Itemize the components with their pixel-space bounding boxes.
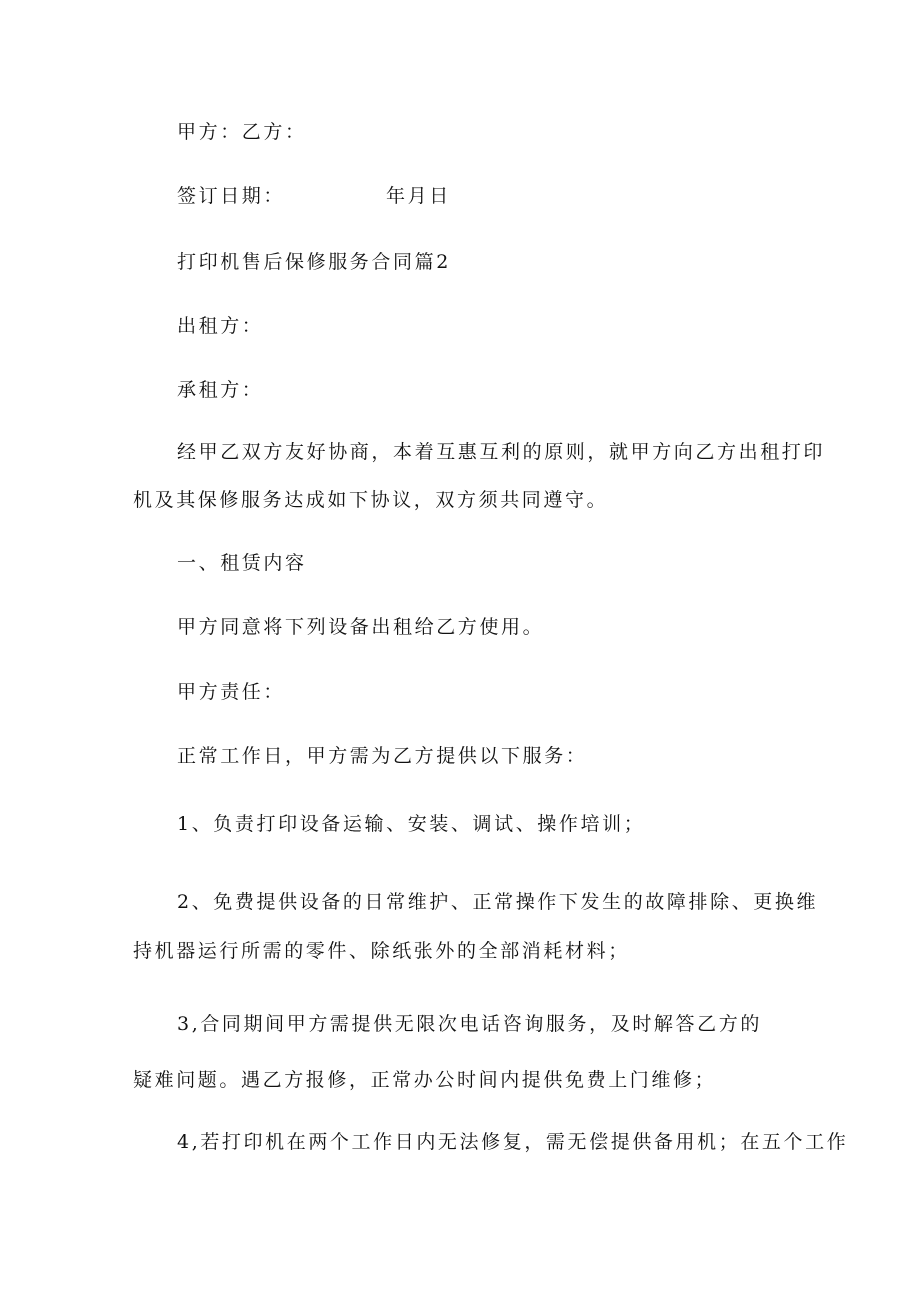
section-title: 打印机售后保修服务合同篇2 xyxy=(177,251,451,273)
signing-date-line xyxy=(177,184,451,208)
clause-2-line-1: 2、免费提供设备的日常维护、正常操作下发生的故障排除、更换维 xyxy=(177,891,819,913)
signing-date-label: 签订日期： xyxy=(177,185,286,207)
preamble-line-1: 经甲乙双方友好协商，本着互惠互利的原则，就甲方向乙方出租打印 xyxy=(177,441,826,463)
clause-3-line-1: 3,合同期间甲方需提供无限次电话咨询服务，及时解答乙方的 xyxy=(177,1013,762,1035)
party-a-duties-heading: 甲方责任： xyxy=(177,681,286,703)
workday-services-line: 正常工作日，甲方需为乙方提供以下服务： xyxy=(177,745,588,767)
clause-4-line-1: 4,若打印机在两个工作日内无法修复，需无偿提供备用机；在五个工作 xyxy=(177,1131,849,1153)
clause-1: 1、负责打印设备运输、安装、调试、操作培训； xyxy=(177,813,646,835)
clause-2-line-2: 持机器运行所需的零件、除纸张外的全部消耗材料； xyxy=(133,940,630,962)
lessor-line: 出租方： xyxy=(177,315,264,337)
signing-date-value: 年月日 xyxy=(386,185,451,207)
preamble-line-2: 机及其保修服务达成如下协议，双方须共同遵守。 xyxy=(133,489,609,511)
lessee-line: 承租方： xyxy=(177,379,264,401)
lease-content-heading: 一、租赁内容 xyxy=(177,552,307,574)
party-line: 甲方：乙方： xyxy=(177,121,307,143)
clause-3-line-2: 疑难问题。遇乙方报修，正常办公时间内提供免费上门维修； xyxy=(133,1069,717,1091)
lease-content-text: 甲方同意将下列设备出租给乙方使用。 xyxy=(177,616,545,638)
